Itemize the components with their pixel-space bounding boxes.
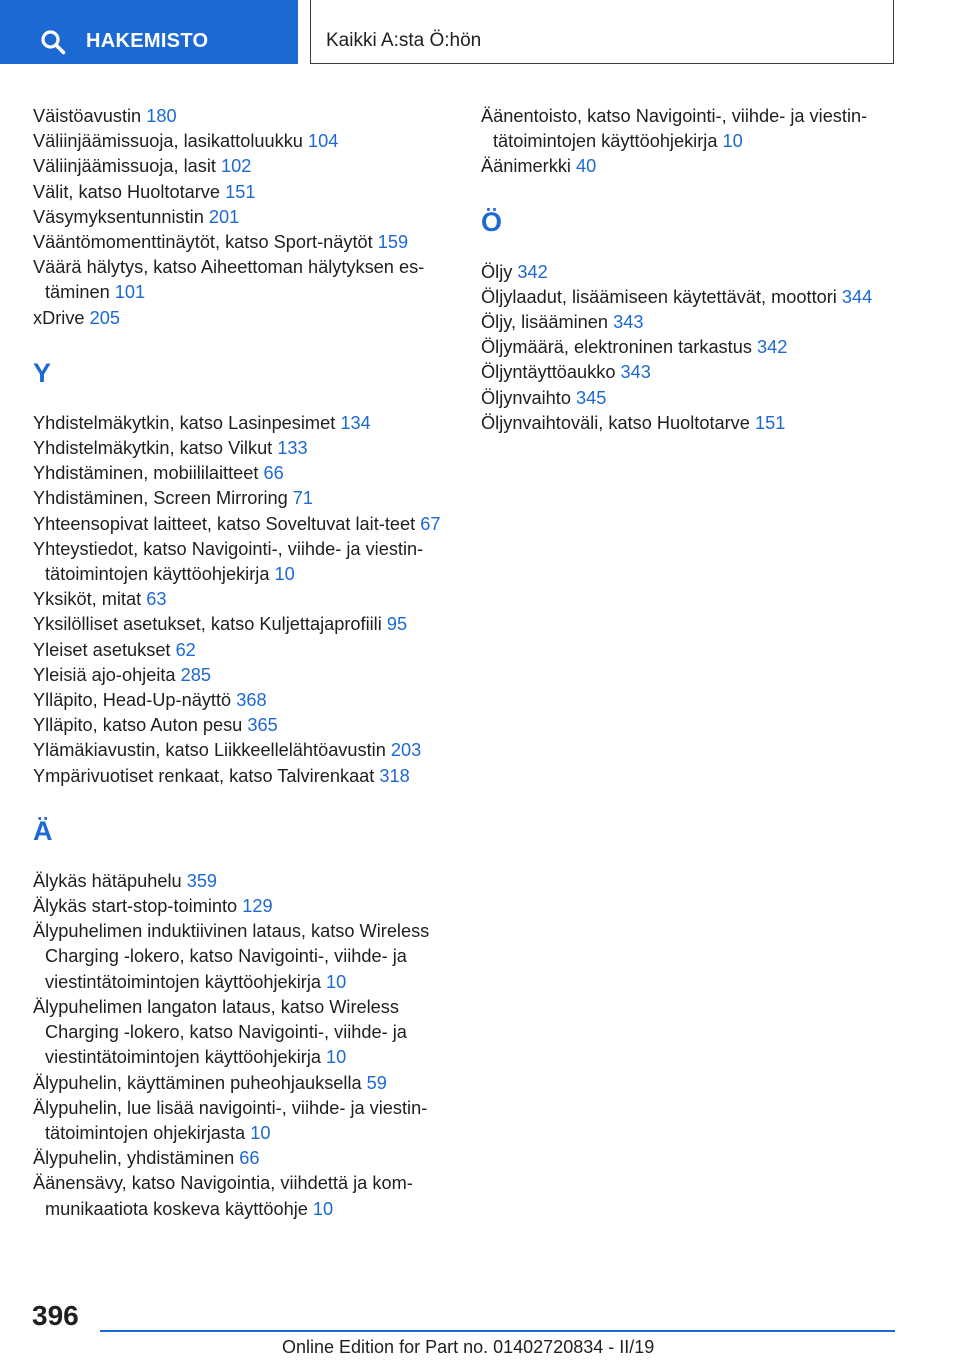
index-entry-text: Älypuhelimen induktiivinen lataus, katso Wireless Charging -lokero, katso Navigointi-, viihde- ja viestintätoimintojen käyttöohjekirja bbox=[33, 921, 430, 992]
index-entry-text: Ylläpito, Head-Up-näyttö bbox=[33, 690, 232, 711]
section-tab[interactable] bbox=[310, 0, 894, 64]
index-page-link[interactable]: 359 bbox=[186, 870, 218, 891]
index-entry-text: Älypuhelin, käyttäminen puheohjauksella bbox=[33, 1072, 362, 1093]
index-page-link[interactable]: 66 bbox=[239, 1148, 260, 1169]
page-number: 396 bbox=[32, 1300, 79, 1331]
footer-divider bbox=[100, 1330, 895, 1332]
index-entry bbox=[33, 869, 449, 894]
index-entry-text: Väliinjäämissuoja, lasikattoluukku bbox=[33, 131, 303, 152]
index-entry-text: Yhdistäminen, Screen Mirroring bbox=[33, 488, 288, 509]
index-entry-text: Välit, katso Huoltotarve bbox=[33, 181, 221, 202]
index-page-link[interactable]: 10 bbox=[274, 564, 295, 585]
index-entry-text: Väliinjäämissuoja, lasit bbox=[33, 156, 216, 177]
index-entry-text: Öljy, lisääminen bbox=[481, 312, 609, 333]
index-entry-text: Ympärivuotiset renkaat, katso Talvirenkaat bbox=[33, 765, 375, 786]
index-page-link[interactable]: 62 bbox=[175, 639, 196, 660]
index-entry bbox=[33, 230, 449, 255]
index-entry bbox=[33, 537, 449, 587]
index-button-label: HAKEMISTO bbox=[86, 30, 209, 52]
index-page-link[interactable]: 10 bbox=[326, 971, 347, 992]
index-entry bbox=[33, 1171, 449, 1221]
index-page-link[interactable]: 129 bbox=[242, 896, 273, 917]
index-entry bbox=[481, 360, 901, 385]
index-entry bbox=[481, 104, 901, 154]
index-entry-text: Älykäs hätäpuhelu bbox=[33, 870, 182, 891]
section-letter-heading: Ö bbox=[481, 206, 503, 237]
index-entry bbox=[33, 205, 449, 230]
index-page-link[interactable]: 71 bbox=[292, 488, 314, 509]
index-entry bbox=[33, 738, 449, 763]
index-page-link[interactable]: 285 bbox=[180, 664, 211, 685]
index-entry bbox=[33, 306, 449, 331]
index-entry bbox=[33, 1071, 449, 1096]
index-entry bbox=[33, 411, 449, 436]
index-entry bbox=[33, 512, 449, 537]
index-entry-text: Yhdistäminen, mobiililaitteet bbox=[33, 463, 259, 484]
section-letter-heading: Y bbox=[33, 357, 52, 388]
index-page-link[interactable]: 345 bbox=[576, 387, 607, 408]
index-page-link[interactable]: 10 bbox=[326, 1047, 347, 1068]
index-entry bbox=[33, 461, 449, 486]
index-entry bbox=[33, 129, 449, 154]
index-page-link[interactable]: 104 bbox=[307, 131, 339, 152]
index-entry-text: Yhteensopivat laitteet, katso Soveltuvat lait-teet bbox=[33, 513, 416, 534]
index-page-link[interactable]: 343 bbox=[620, 362, 651, 383]
index-page-link[interactable]: 151 bbox=[754, 412, 786, 433]
index-page-link[interactable]: 318 bbox=[379, 765, 410, 786]
index-entry bbox=[33, 638, 449, 663]
index-entry-text: Öljynvaihtoväli, katso Huoltotarve bbox=[481, 412, 750, 433]
index-page-link[interactable]: 205 bbox=[89, 307, 120, 328]
index-page-link[interactable]: 101 bbox=[114, 282, 146, 303]
index-entry-text: Öljylaadut, lisäämiseen käytettävät, moottori bbox=[481, 286, 837, 307]
index-entry bbox=[33, 688, 449, 713]
section-letter-heading: Ä bbox=[33, 815, 53, 846]
search-icon bbox=[40, 29, 66, 55]
index-page-link[interactable]: 40 bbox=[576, 156, 597, 177]
index-page-link[interactable]: 344 bbox=[841, 286, 873, 307]
index-entry bbox=[33, 587, 449, 612]
index-entry-text: Vääntömomenttinäytöt, katso Sport-näytöt bbox=[33, 232, 373, 253]
index-entry bbox=[33, 154, 449, 179]
index-entry bbox=[33, 436, 449, 461]
section-tab-title: Kaikki A:sta Ö:hön bbox=[326, 30, 482, 51]
index-page-link[interactable]: 59 bbox=[366, 1072, 387, 1093]
index-page-link[interactable]: 365 bbox=[247, 715, 278, 736]
index-page-link[interactable]: 342 bbox=[517, 261, 548, 282]
index-entry-text: Yhdistelmäkytkin, katso Lasinpesimet bbox=[33, 412, 336, 433]
index-entry bbox=[33, 764, 449, 789]
index-page-link[interactable]: 10 bbox=[312, 1198, 334, 1219]
index-page-link[interactable]: 10 bbox=[722, 131, 743, 152]
index-entry bbox=[33, 713, 449, 738]
index-entry bbox=[33, 995, 449, 1071]
index-entry bbox=[33, 894, 449, 919]
index-entry-text: Yleisiä ajo-ohjeita bbox=[33, 664, 176, 685]
index-button[interactable] bbox=[0, 0, 298, 64]
index-page-link[interactable]: 180 bbox=[146, 106, 177, 126]
index-page-link[interactable]: 102 bbox=[221, 156, 252, 177]
right-index-column bbox=[481, 104, 901, 436]
index-entry bbox=[33, 1146, 449, 1171]
index-page-link[interactable]: 67 bbox=[420, 513, 441, 534]
index-entry bbox=[481, 335, 901, 360]
index-page-link[interactable]: 203 bbox=[390, 740, 422, 761]
edition-note: Online Edition for Part no. 01402720834 - II/19 bbox=[282, 1337, 655, 1357]
index-entry-text: Yksilölliset asetukset, katso Kuljettajaprofiili bbox=[33, 614, 382, 635]
index-entry-text: Öljyntäyttöaukko bbox=[481, 362, 616, 383]
index-entry bbox=[481, 386, 901, 411]
index-page-link[interactable]: 134 bbox=[340, 412, 371, 433]
index-entry-text: Yleiset asetukset bbox=[33, 639, 171, 660]
index-entry-text: Väsymyksentunnistin bbox=[33, 206, 204, 227]
index-entry bbox=[33, 919, 449, 995]
index-entry-text: Älypuhelin, lue lisää navigointi-, viihde- ja viestin-tätoimintojen ohjekirjasta bbox=[33, 1097, 428, 1143]
index-entry-text: Älykäs start-stop-toiminto bbox=[33, 896, 238, 917]
index-entry bbox=[33, 104, 449, 129]
index-entry-text: Yksiköt, mitat bbox=[33, 589, 142, 610]
index-entry bbox=[481, 310, 901, 335]
index-page-link[interactable]: 10 bbox=[250, 1122, 271, 1143]
index-entry bbox=[481, 154, 901, 179]
index-page-link[interactable]: 201 bbox=[208, 206, 240, 227]
index-entry-text: Yhdistelmäkytkin, katso Vilkut bbox=[33, 438, 273, 459]
index-page-link[interactable]: 95 bbox=[386, 614, 408, 635]
index-page-link[interactable]: 133 bbox=[277, 438, 308, 459]
index-entry bbox=[481, 411, 901, 436]
index-entry bbox=[33, 255, 449, 305]
index-page-link[interactable]: 159 bbox=[377, 232, 409, 253]
index-entry-text: Väärä hälytys, katso Aiheettoman hälytyksen es-täminen bbox=[33, 257, 425, 303]
index-entry-text: Älypuhelimen langaton lataus, katso Wireless Charging -lokero, katso Navigointi-, viihde- ja viestintätoimintojen käyttöohjekirja bbox=[33, 996, 407, 1068]
index-entry bbox=[33, 663, 449, 688]
index-entry bbox=[481, 285, 901, 310]
index-entry-text: Öljymäärä, elektroninen tarkastus bbox=[481, 337, 752, 358]
index-entry bbox=[33, 1096, 449, 1146]
index-entry-text: Älypuhelin, yhdistäminen bbox=[33, 1148, 235, 1169]
index-entry bbox=[481, 260, 901, 285]
index-page-link[interactable]: 343 bbox=[613, 312, 644, 333]
index-page-link[interactable]: 368 bbox=[236, 690, 267, 711]
index-entry bbox=[33, 612, 449, 637]
index-entry-text: Yhteystiedot, katso Navigointi-, viihde- ja viestin-tätoimintojen käyttöohjekirja bbox=[33, 538, 424, 585]
index-entry-text: Ylämäkiavustin, katso Liikkeellelähtöavustin bbox=[33, 740, 386, 761]
index-entry-text: xDrive bbox=[33, 307, 85, 328]
index-page-link[interactable]: 342 bbox=[756, 337, 788, 358]
index-page-link[interactable]: 63 bbox=[146, 589, 167, 610]
index-entry-text: Väistöavustin bbox=[33, 106, 142, 126]
index-page-link[interactable]: 151 bbox=[225, 181, 256, 202]
index-entry-text: Äänimerkki bbox=[481, 156, 571, 177]
index-entry bbox=[33, 486, 449, 511]
index-entry-text: Öljynvaihto bbox=[481, 387, 571, 408]
index-page-link[interactable]: 66 bbox=[263, 463, 284, 484]
index-entry-text: Öljy bbox=[481, 261, 513, 282]
index-entry bbox=[33, 180, 449, 205]
index-entry-text: Äänensävy, katso Navigointia, viihdettä ja kom-munikaatiota koskeva käyttöohje bbox=[33, 1173, 413, 1219]
left-index-column bbox=[33, 104, 449, 1222]
index-entry-text: Ylläpito, katso Auton pesu bbox=[33, 715, 243, 736]
index-entry-text: Äänentoisto, katso Navigointi-, viihde- ja viestin-tätoimintojen käyttöohjekirja bbox=[481, 106, 868, 152]
